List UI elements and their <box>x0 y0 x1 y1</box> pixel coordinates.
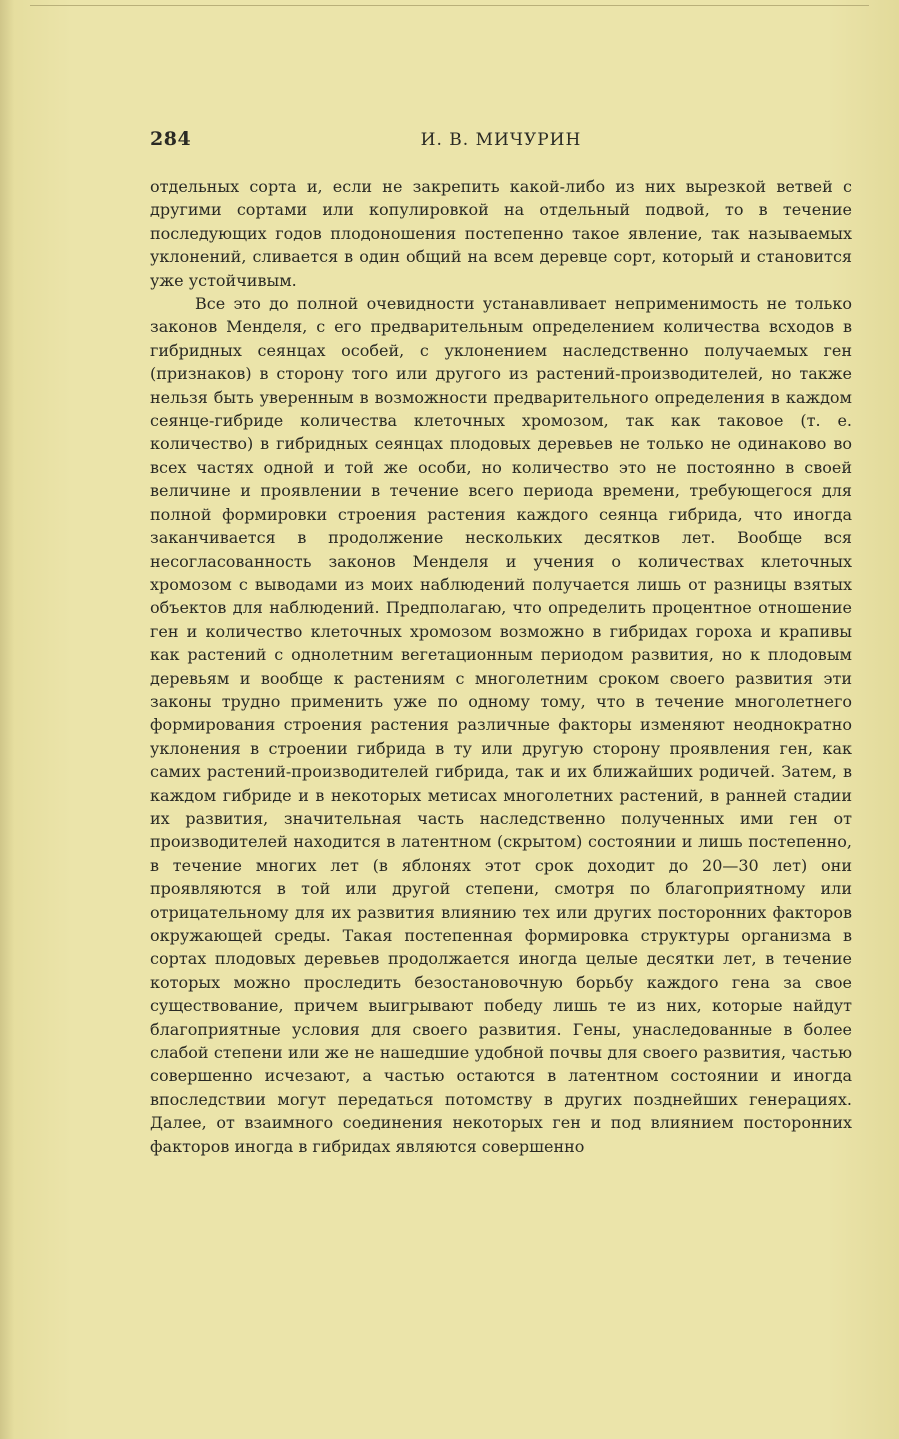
page-top-edge <box>30 5 869 6</box>
body-text <box>150 175 852 1158</box>
running-head: И. В. МИЧУРИН <box>420 130 582 150</box>
page-header <box>150 124 852 158</box>
page-edge-shadow <box>0 0 14 1439</box>
paragraph-continued: отдельных сорта и, если не закрепить какой-либо из них вырезкой ветвей с другими сортами или копулировкой на отдельный подвой, то в течение последующих годов плодоношения постепенно такое явление, так называемых уклонений, сливается в один общий на всем деревце сорт, который и становится уже устойчивым. <box>150 177 852 290</box>
page-number: 284 <box>150 128 192 150</box>
paragraph: Все это до полной очевидности устанавливает неприменимость не только законов Менделя, с его предварительным определением количества всходов в гибридных сеянцах особей, с уклонением наследственно получаемых ген (признаков) в сторону того или другого из растений-производителей, но также нельзя быть уверенным в возможности предварительного определения в каждом сеянце-гибриде количества клеточных хромозом, так как таковое (т. е. количество) в гибридных сеянцах плодовых деревьев не только не одинаково во всех частях одной и той же особи, но количество это не постоянно в своей величине и проявлении в течение всего периода времени, требующегося для полной формировки строения растения каждого сеянца гибрида, что иногда заканчивается в продолжение нескольких десятков лет. Вообще вся несогласованность законов Менделя и учения о количествах клеточных хромозом с выводами из моих наблюдений получается лишь от разницы взятых объектов для наблюдений. Предполагаю, что определить процентное отношение ген и количество клеточных хромозом возможно в гибридах гороха и крапивы как растений с однолетним вегетационным периодом развития, но к плодовым деревьям и вообще к растениям с многолетним сроком своего развития эти законы трудно применить уже по одному тому, что в течение многолетнего формирования строения растения различные факторы изменяют неоднократно уклонения в строении гибрида в ту или другую сторону проявления ген, как самих растений-производителей гибрида, так и их ближайших родичей. Затем, в каждом гибриде и в некоторых метисах многолетних растений, в ранней стадии их развития, значительная часть наследственно полученных ими ген от производителей находится в латентном (скрытом) состоянии и лишь постепенно, в течение многих лет (в яблонях этот срок доходит до 20—30 лет) они проявляются в той или другой степени, смотря по благоприятному или отрицательному для их развития влиянию тех или других посторонних факторов окружающей среды. Такая постепенная формировка структуры организма в сортах плодовых деревьев продолжается иногда целые десятки лет, в течение которых можно проследить безостановочную борьбу каждого гена за свое существование, причем выигрывают победу лишь те из них, которые найдут благоприятные условия для своего развития. Гены, унаследованные в более слабой степени или же не нашедшие удобной почвы для своего развития, частью совершенно исчезают, а частью остаются в латентном состоянии и иногда впоследствии могут передаться потомству в других позднейших генерациях. Далее, от взаимного соединения некоторых ген и под влиянием посторонних факторов иногда в гибридах являются совершенно <box>150 294 852 1156</box>
